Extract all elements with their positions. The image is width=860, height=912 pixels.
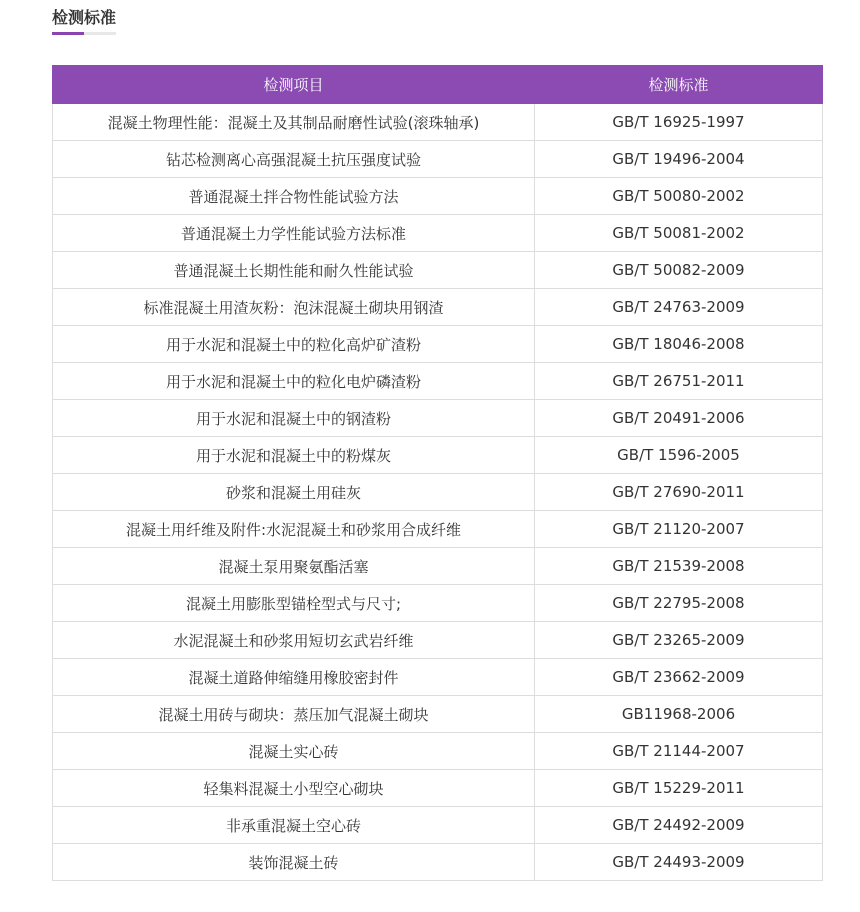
table-row [53, 622, 823, 659]
cell-standard: GB/T 27690-2011 [535, 474, 823, 511]
cell-item: 混凝土用砖与砌块：蒸压加气混凝土砌块 [53, 696, 535, 733]
table-body [53, 104, 823, 881]
table-row [53, 511, 823, 548]
cell-standard: GB/T 18046-2008 [535, 326, 823, 363]
cell-item: 混凝土用纤维及附件:水泥混凝土和砂浆用合成纤维 [53, 511, 535, 548]
cell-standard: GB/T 50082-2009 [535, 252, 823, 289]
cell-standard: GB11968-2006 [535, 696, 823, 733]
table-row [53, 141, 823, 178]
table-row [53, 437, 823, 474]
table-row [53, 585, 823, 622]
cell-standard: GB/T 50080-2002 [535, 178, 823, 215]
cell-item: 用于水泥和混凝土中的钢渣粉 [53, 400, 535, 437]
header-standard: 检测标准 [535, 66, 823, 104]
cell-item: 用于水泥和混凝土中的粉煤灰 [53, 437, 535, 474]
section-title: 检测标准 [52, 8, 117, 27]
cell-item: 用于水泥和混凝土中的粒化电炉磷渣粉 [53, 363, 535, 400]
cell-item: 用于水泥和混凝土中的粒化高炉矿渣粉 [53, 326, 535, 363]
cell-standard: GB/T 26751-2011 [535, 363, 823, 400]
cell-standard: GB/T 1596-2005 [535, 437, 823, 474]
table-row [53, 733, 823, 770]
cell-standard: GB/T 24492-2009 [535, 807, 823, 844]
table-row [53, 326, 823, 363]
cell-standard: GB/T 19496-2004 [535, 141, 823, 178]
cell-item: 混凝土用膨胀型锚栓型式与尺寸; [53, 585, 535, 622]
standards-table [52, 65, 823, 881]
cell-item: 普通混凝土力学性能试验方法标准 [53, 215, 535, 252]
table-row [53, 363, 823, 400]
header-item: 检测项目 [53, 66, 535, 104]
cell-standard: GB/T 15229-2011 [535, 770, 823, 807]
table-header-row [53, 66, 823, 104]
table-row [53, 289, 823, 326]
cell-item: 标准混凝土用渣灰粉：泡沫混凝土砌块用钢渣 [53, 289, 535, 326]
table-row [53, 770, 823, 807]
cell-standard: GB/T 16925-1997 [535, 104, 823, 141]
table-row [53, 474, 823, 511]
title-underline-accent [52, 32, 84, 35]
table-row [53, 659, 823, 696]
cell-standard: GB/T 50081-2002 [535, 215, 823, 252]
cell-item: 非承重混凝土空心砖 [53, 807, 535, 844]
cell-item: 装饰混凝土砖 [53, 844, 535, 881]
cell-item: 砂浆和混凝土用硅灰 [53, 474, 535, 511]
table-row [53, 548, 823, 585]
cell-item: 混凝土实心砖 [53, 733, 535, 770]
cell-item: 普通混凝土长期性能和耐久性能试验 [53, 252, 535, 289]
table-row [53, 252, 823, 289]
title-underline [52, 32, 116, 35]
cell-standard: GB/T 21120-2007 [535, 511, 823, 548]
cell-standard: GB/T 21539-2008 [535, 548, 823, 585]
cell-item: 混凝土物理性能：混凝土及其制品耐磨性试验(滚珠轴承) [53, 104, 535, 141]
table-row [53, 807, 823, 844]
cell-item: 混凝土道路伸缩缝用橡胶密封件 [53, 659, 535, 696]
table-row [53, 400, 823, 437]
cell-standard: GB/T 24493-2009 [535, 844, 823, 881]
cell-standard: GB/T 23662-2009 [535, 659, 823, 696]
cell-standard: GB/T 20491-2006 [535, 400, 823, 437]
cell-standard: GB/T 23265-2009 [535, 622, 823, 659]
table-row [53, 215, 823, 252]
cell-item: 钻芯检测离心高强混凝土抗压强度试验 [53, 141, 535, 178]
cell-item: 轻集料混凝土小型空心砌块 [53, 770, 535, 807]
cell-standard: GB/T 22795-2008 [535, 585, 823, 622]
cell-standard: GB/T 24763-2009 [535, 289, 823, 326]
cell-standard: GB/T 21144-2007 [535, 733, 823, 770]
cell-item: 水泥混凝土和砂浆用短切玄武岩纤维 [53, 622, 535, 659]
cell-item: 普通混凝土拌合物性能试验方法 [53, 178, 535, 215]
table-row [53, 696, 823, 733]
table-row [53, 178, 823, 215]
table-row [53, 104, 823, 141]
cell-item: 混凝土泵用聚氨酯活塞 [53, 548, 535, 585]
table-row [53, 844, 823, 881]
